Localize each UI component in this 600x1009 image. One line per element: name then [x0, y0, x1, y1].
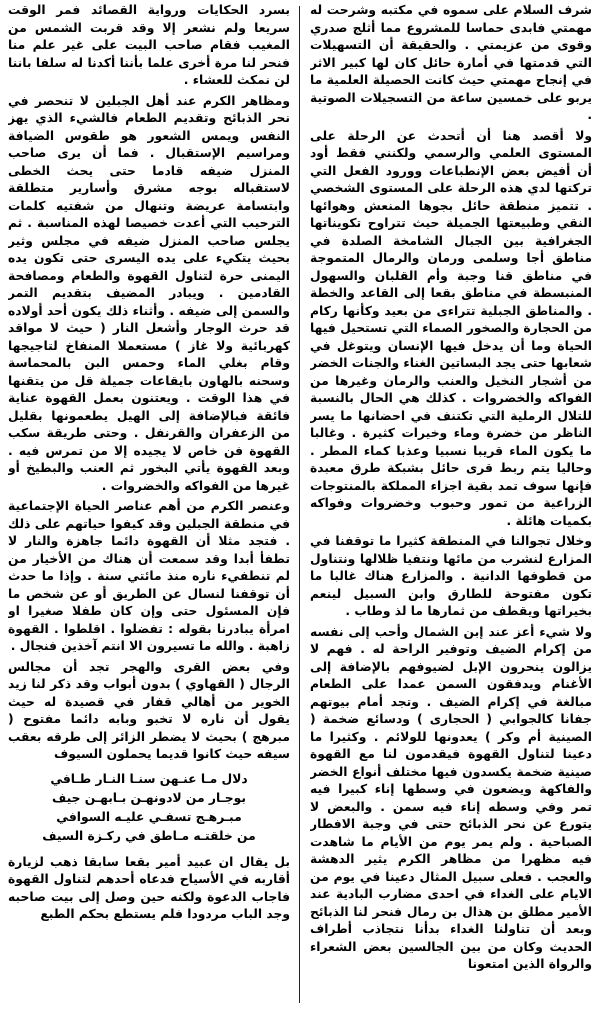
- paragraph: بسرد الحكايات ورواية القصائد فمر الوقت سريعا ولم نشعر إلا وقد قربت الشمس من المغيب فقام صاحب البيت على غير علم منا فنحر لنا مرة أخرى علما بأننا أكدنا له سلفا باننا لن نمكث للعشاء .: [8, 3, 290, 87]
- right-column: [310, 2, 592, 1007]
- paragraph: بل يقال ان عبيد أمير بقعا سابقا ذهب لزيارة أقاربه في الأسياح فدعاه أحدهم لتناول القهوة فاجاب الدعوة ولكنه حين وصل إلى بيت صاحبه وجد الباب مردودا فلم يستطع بحكم الطبع: [8, 854, 290, 921]
- verse-line: بوجـار من لادونهـن بـابهـن جيف: [52, 790, 246, 805]
- paragraph: ولا شيء أعز عند إبن الشمال وأحب إلى نفسه من إكرام الضيف وتوفير الراحة له . فهم لا يزالون ينحرون الإبل لضيوفهم بالإضافة إلى الأغنام ويدفقون السمن عمدا على الطعام مبالغة في إكرام الضيف . وتجد أمام بيوتهم جفانا كالجوابي ( الحجارى ) ودسائع ضخمة ( الصينية أم وكر ) يعدونها للولائم . وكثيرا ما دعينا لتناول القهوة فيقدمون لنا مع القهوة صينية ضخمة يكسدون فيها مختلف أنواع الخضر والفاكهة ويضعون في وسطها إناء كبيرا فيه تمر وفي وسطه إناء فيه سمن . والبعض لا يتورع عن نحر الذبائح حتى في وجبة الافطار الصباحية . ولم يمر يوم من الأيام ما شاهدت فيه مظهرا من مظاهر الكرم يثير الدهشة والعجب . فعلى سبيل المثال دعينا في يوم من الايام على الغداء في احدى مضارب البادية عند الأمير مطلق بن هذال بن رمال فنحر لنا الذبائح وبعد أن تناولنا الغداء بدأنا نتجاذب أطراف الحديث وكان من بين الجالسين بعض الشعراء والرواة الذين امتعونا: [310, 624, 592, 971]
- left-column: [8, 2, 290, 1007]
- paragraph: وفي بعض القرى والهجر تجد أن مجالس الرجال ( القهاوي ) بدون أبواب وقد ذكر لنا زيد الخوير من أهالي قفار في قصيدة له حيث يقول أن ناره لا تخبو وبابه دائما مفتوح ( مبرهج ) بحيث لا يضطر الزائر إلى طرقه بعقب سيفه حيث كانوا قديما يحملون السيوف: [8, 659, 290, 761]
- verse-line: مبـرهـج تسفـي عليـه السوافي: [56, 809, 242, 824]
- verse-line: من خلقتـه مـاطق في ركـزة السيف: [42, 828, 256, 843]
- paragraph: ومظاهر الكرم عند أهل الجبلين لا تنحصر في نحر الذبائح وتقديم الطعام فالشيء الذي يهز النفس ويمس الشعور هو طقوس الضيافة ومراسيم الإستقبال . فما أن يرى صاحب المنزل ضيفه قادما حتى يحث الخطى لاستقباله بوجه مشرق وأسارير متطلقة وابتسامة عريضة وتنهال من شفتيه كلمات الترحيب التي أعدت خصيصا لهذه المناسبة . ثم يجلس صاحب المنزل ضيفه في مجلس وثير بحيث يتكيء على يده اليسرى حتى تكون يده اليمنى حرة لتناول القهوة والطعام ومصافحة القادمين . ويبادر المضيف بتقديم التمر والسمن إلى ضيفه . وأثناء ذلك يكون أحد أولاده قد حرث الوجار وأشعل النار ( حيث لا مواقد كهربائية ولا غاز ) مستعملا المنفاخ لتاجيجها وقام بغلي الماء وحمس البن بالمحماسة وسحنه بالهاون بايقاعات جميلة قل من يتقنها في هذا الوقت . ويعتنون بعمل القهوة عناية فائقة فبالإضافة إلى الهيل يطعمونها بقليل من الزعفران والقرنفل . وحتى طريقة سكب القهوة فن خاص لا يجيده إلا من تمرس فيه . وبعد القهوة يأتي البخور ثم العنب والبطيخ أو غيرها من الفواكه والخضروات .: [8, 93, 290, 493]
- poem-verse: [8, 770, 290, 846]
- paragraph: وخلال تجوالنا في المنطقة كثيرا ما توقفنا في المزارع لنشرب من مائها ونتفيا ظلالها ونتناول من قطوفها الدانية . والمزارع هناك غالبا ما تكون مفتوحة للطارق وابن السبيل لينعم بخيراتها ويقطف من ثمارها ما لذ وطاب .: [310, 534, 592, 618]
- paragraph: شرف السلام على سموه في مكتبه وشرحت له مهمتي فابدى حماسا للمشروع مما أثلج صدري وقوى من عزيمتي . والحقيقة أن التسهيلات التي قدمتها في أمارة حائل كان لها كبير الاثر في إنجاح مهمتي حيث كانت الحصيلة العلمية ما يربو على خمسين ساعة من التسجيلات الصوتية .: [310, 3, 592, 122]
- paragraph: ولا أقصد هنا أن أتحدث عن الرحلة على المستوى العلمي والرسمي ولكنني فقط أود أن أفيض بعض الإنطباعات وورود الفعل التي تركتها لدي هذه الرحلة على المستوى الشخصي . تتميز منطقة حائل بجوها المنعش وهوائها النقي وطبيعتها الجميلة حيث تتراوح تكويناتها الجغرافية بين الجبال الشامخة الصلدة في مناطق أجا وسلمى ورمان والرمال المتموجة في مناطق قنا وجبة وأم القلبان والسهول المنبسطة في مناطق بقعا إلى القاعد والخطة . والمناطق الجبلية تتراءى من بعيد وكأنها ركام من الحجارة والصخور الصماء التي تستحيل فيها الحياة وما أن يدخل فيها الإنسان ويتوغل في شعابها حتى يجد البساتين الغناء والجنات الخضر من أشجار النخيل والعنب والرمان وغيرها من الفواكه والخضروات . كذلك هي الحال بالنسبة للتلال الرملية التي تكتنف في احضانها ما يسر الناظر من خضرة وماء وخيرات كثيرة . وغالبا ما يكون الماء قريبا نسبيا وعذبا كماء المطر . وحاليا يتم ربط قرى حائل بشبكة طرق معبدة فإنها سوف تمد بقية اجزاء المملكة بالمنتوجات الزراعية من تمور وحبوب وخضروات وفواكه بكميات هائلة .: [310, 128, 592, 528]
- column-divider: [299, 6, 300, 1003]
- paragraph: وعنصر الكرم من أهم عناصر الحياة الإجتماعية في منطقة الجبلين وقد كيفوا حياتهم على ذلك . فتجد مثلا أن القهوة دائما جاهزة والنار لا تطفأ أبدا وقد سمعت أن هناك من الأخيار من لم تنطفيء ناره منذ مائتي سنة . وإذا ما حدث أن توقفنا لنسال عن الطريق أو عن شخص ما فإن المسئول حتى وإن كان طفلا صغيرا او امرأة يبادرنا بقوله : تفضلوا . اقلطوا . القهوة زاهبة . والله ما تسيرون الا انتم آخذين فنجال .: [8, 499, 290, 653]
- verse-line: دلال مـا عنـهن سنـا النـار طـافي: [50, 771, 248, 786]
